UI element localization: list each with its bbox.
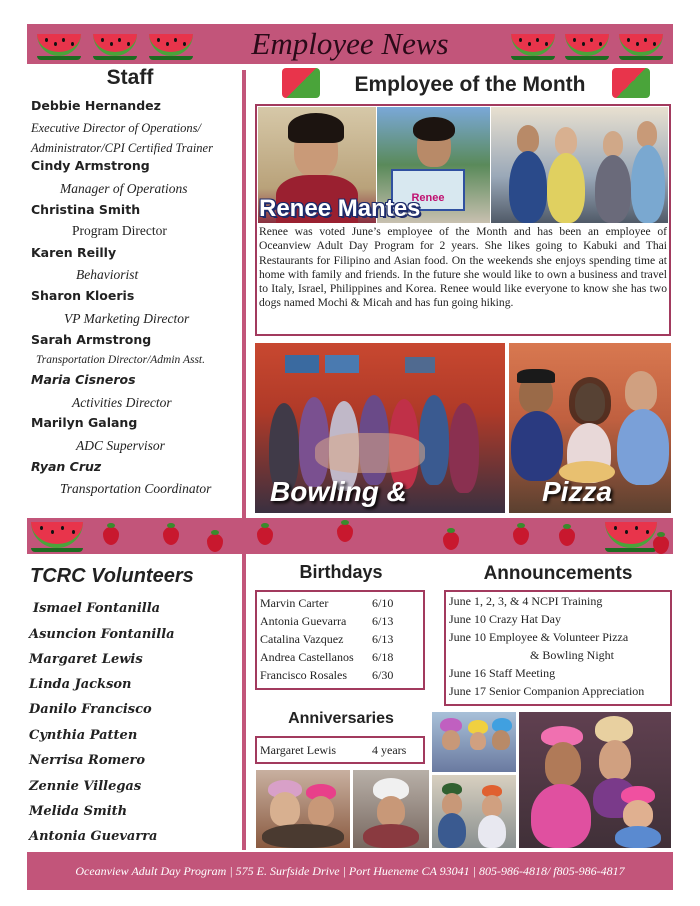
strawberry-icon: [443, 532, 459, 550]
birthdays-heading: Birthdays: [299, 562, 383, 582]
staff-role: Executive Director of Operations/ Administrator/CPI Certified Trainer: [31, 121, 213, 155]
volunteer-name: Ismael Fontanilla: [33, 601, 161, 616]
strawberry-icon: [513, 527, 529, 545]
staff-name: Karen Reilly: [31, 245, 117, 260]
birthday-date: 6/18: [372, 650, 394, 664]
watermelon-seed: [61, 526, 64, 530]
hat-day-photo: [353, 770, 429, 848]
watermelon-seed: [646, 530, 649, 534]
volunteers-heading: TCRC Volunteers: [30, 565, 194, 587]
strawberry-icon: [337, 524, 353, 542]
staff-role: Behaviorist: [76, 267, 139, 282]
announcement-item: June 17 Senior Companion Appreciation: [449, 684, 645, 698]
birthday-date: 6/13: [372, 632, 394, 646]
volunteer-name: Nerrisa Romero: [29, 753, 146, 768]
staff-role: Program Director: [72, 223, 167, 238]
strawberry-icon: [559, 528, 575, 546]
announcement-item: June 16 Staff Meeting: [449, 666, 556, 680]
birthday-name: Francisco Rosales: [260, 668, 347, 682]
volunteer-name: Danilo Francisco: [29, 702, 152, 717]
hat-day-photo: [256, 770, 350, 848]
watermelon-seed: [51, 530, 54, 534]
announcement-item: June 10 Crazy Hat Day: [449, 612, 561, 626]
birthday-date: 6/10: [372, 596, 394, 610]
birthday-name: Catalina Vazquez: [260, 632, 344, 646]
watermelon-seed: [625, 530, 628, 534]
staff-role: Manager of Operations: [60, 181, 188, 196]
volunteer-name: Melida Smith: [29, 804, 128, 819]
staff-role: Transportation Coordinator: [60, 481, 212, 496]
renee-photo-label: Renee Mantes: [259, 195, 421, 222]
announcement-item: June 1, 2, 3, & 4 NCPI Training: [449, 594, 603, 608]
staff-name: Cindy Armstrong: [31, 158, 150, 173]
announcements-heading: Announcements: [483, 563, 633, 584]
eom-description: Renee was voted June’s employee of the Month and has been an employee of Oceanview Adult Day Program for 2 years. She likes going to Kabuki and Thai Restaurants for Filipino and Asian food. On the weekends she enjoys spending time at home with family and friends. In the future she would like to own a business and travel to Italy, Israel, Philippines and Korea. Renee would like everyone to know she has two dogs named Mochi & Micah and has fun going hiking.: [259, 225, 667, 310]
staff-name: Ryan Cruz: [31, 459, 102, 474]
announcement-item: & Bowling Night: [530, 648, 615, 662]
pizza-label: Pizza: [542, 476, 613, 507]
newsletter-title: Employee News: [251, 26, 449, 61]
birthday-date: 6/13: [372, 614, 394, 628]
hat-day-photo: [432, 712, 516, 772]
renee-group-photo: [491, 107, 668, 223]
strawberry-icon: [207, 534, 223, 552]
watermelon-seed: [614, 526, 617, 530]
renee-sign: Renee: [391, 169, 465, 211]
strawberry-icon: [257, 527, 273, 545]
volunteer-name: Margaret Lewis: [29, 652, 143, 667]
header-band: [27, 24, 673, 64]
staff-name: Sharon Kloeris: [31, 288, 135, 303]
watermelon-seed: [635, 526, 638, 530]
staff-name: Maria Cisneros: [31, 372, 136, 387]
staff-name: Sarah Armstrong: [31, 332, 152, 347]
volunteer-name: Linda Jackson: [29, 677, 132, 692]
announcement-item: June 10 Employee & Volunteer Pizza: [449, 630, 629, 644]
eom-heading: Employee of the Month: [354, 73, 586, 96]
strawberry-icon: [163, 527, 179, 545]
volunteer-name: Cynthia Patten: [29, 728, 138, 743]
staff-name: Debbie Hernandez: [31, 98, 161, 113]
birthday-date: 6/30: [372, 668, 394, 682]
hat-day-photo: [432, 775, 516, 848]
staff-role: VP Marketing Director: [64, 311, 190, 326]
staff-role: Activities Director: [72, 395, 172, 410]
staff-heading: Staff: [106, 66, 154, 89]
staff-name: Christina Smith: [31, 202, 141, 217]
watermelon-seed: [72, 530, 75, 534]
divider-band: [27, 518, 673, 554]
volunteer-name: Antonia Guevarra: [29, 829, 158, 844]
birthday-name: Marvin Carter: [260, 596, 329, 610]
strawberry-icon: [103, 527, 119, 545]
anniversary-years: 4 years: [372, 743, 407, 757]
footer-contact: Oceanview Adult Day Program | 575 E. Surfside Drive | Port Hueneme CA 93041 | 805-986-4818/ f805-986-4817: [75, 864, 625, 878]
volunteer-name: Zennie Villegas: [29, 779, 142, 794]
footer-band: [27, 852, 673, 890]
strawberry-icon: [653, 536, 669, 554]
birthday-name: Andrea Castellanos: [260, 650, 354, 664]
staff-role: Transportation Director/Admin Asst.: [36, 354, 206, 366]
hat-day-photo: [519, 712, 671, 848]
volunteer-name: Asuncion Fontanilla: [29, 627, 175, 642]
watermelon-icon: [605, 522, 657, 548]
birthday-name: Antonia Guevarra: [260, 614, 347, 628]
anniversary-name: Margaret Lewis: [260, 743, 337, 757]
anniversaries-heading: Anniversaries: [288, 710, 394, 727]
staff-role: ADC Supervisor: [76, 438, 165, 453]
watermelon-seed: [40, 526, 43, 530]
watermelon-icon: [31, 522, 83, 548]
staff-name: Marilyn Galang: [31, 415, 138, 430]
column-divider: [242, 70, 246, 850]
bowling-label: Bowling &: [270, 476, 407, 507]
